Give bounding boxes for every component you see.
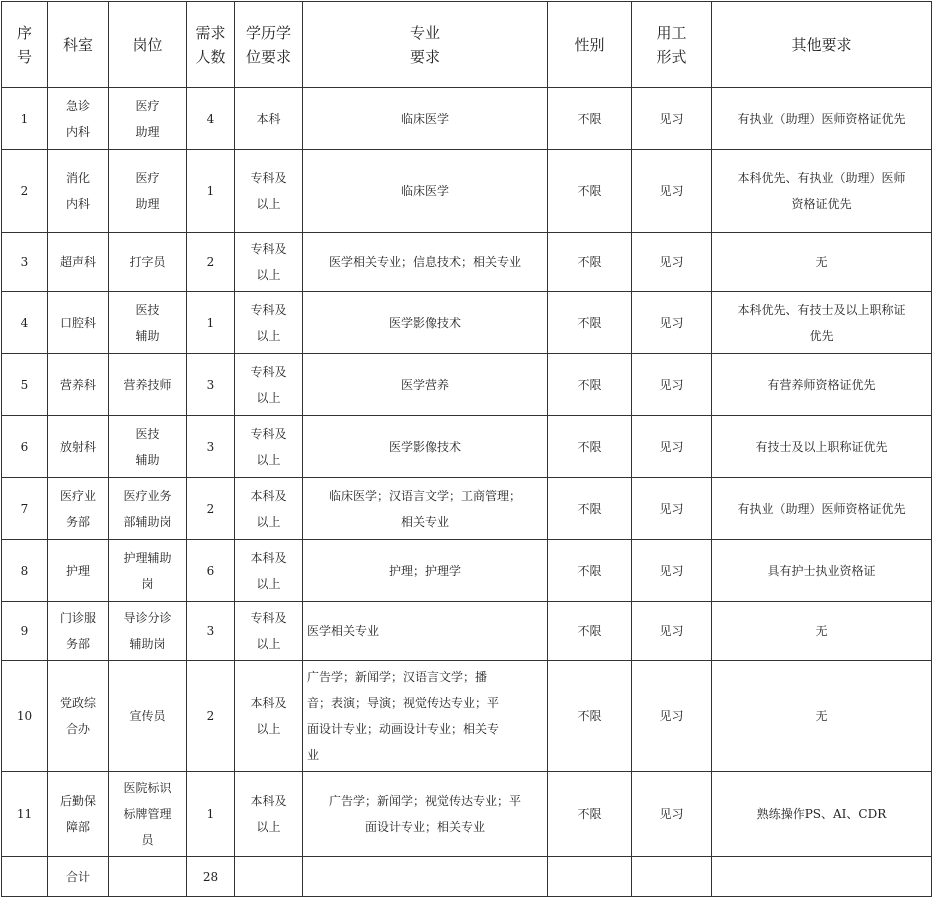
cell-post: 宣传员 — [109, 661, 187, 772]
cell-gender: 不限 — [548, 661, 632, 772]
cell-no: 3 — [2, 233, 48, 292]
cell-form: 见习 — [632, 661, 712, 772]
cell-edu: 专科及 以上 — [235, 416, 303, 478]
cell-dept: 消化 内科 — [48, 150, 109, 233]
cell-major — [303, 857, 548, 897]
header-gender: 性别 — [548, 2, 632, 88]
header-edu: 学历学 位要求 — [235, 2, 303, 88]
cell-edu: 专科及 以上 — [235, 150, 303, 233]
cell-count: 3 — [187, 602, 235, 661]
cell-form: 见习 — [632, 416, 712, 478]
header-count: 需求 人数 — [187, 2, 235, 88]
cell-form: 见习 — [632, 233, 712, 292]
cell-form: 见习 — [632, 478, 712, 540]
cell-form: 见习 — [632, 292, 712, 354]
cell-count: 6 — [187, 540, 235, 602]
cell-count: 1 — [187, 150, 235, 233]
header-no: 序 号 — [2, 2, 48, 88]
table-row — [2, 772, 932, 857]
total-row — [2, 857, 932, 897]
cell-post: 医院标识 标牌管理 员 — [109, 772, 187, 857]
cell-dept: 后勤保 障部 — [48, 772, 109, 857]
cell-edu: 本科及 以上 — [235, 772, 303, 857]
cell-edu: 本科及 以上 — [235, 540, 303, 602]
cell-edu — [235, 857, 303, 897]
cell-major: 广告学；新闻学；汉语言文学；播 音；表演；导演；视觉传达专业；平 面设计专业；动画设计专业；相关专 业 — [303, 661, 548, 772]
cell-no: 6 — [2, 416, 48, 478]
cell-other — [712, 857, 932, 897]
cell-count: 1 — [187, 772, 235, 857]
cell-dept: 护理 — [48, 540, 109, 602]
cell-other: 无 — [712, 602, 932, 661]
cell-gender: 不限 — [548, 354, 632, 416]
table-row — [2, 150, 932, 233]
cell-other: 无 — [712, 661, 932, 772]
cell-other: 无 — [712, 233, 932, 292]
table-row — [2, 540, 932, 602]
cell-gender: 不限 — [548, 540, 632, 602]
cell-form: 见习 — [632, 150, 712, 233]
cell-gender: 不限 — [548, 416, 632, 478]
cell-edu: 本科及 以上 — [235, 478, 303, 540]
cell-form: 见习 — [632, 354, 712, 416]
cell-major: 广告学；新闻学；视觉传达专业；平 面设计专业；相关专业 — [303, 772, 548, 857]
header-row — [2, 2, 932, 88]
cell-major: 医学相关专业；信息技术；相关专业 — [303, 233, 548, 292]
cell-other: 有营养师资格证优先 — [712, 354, 932, 416]
cell-edu: 本科及 以上 — [235, 661, 303, 772]
cell-edu: 专科及 以上 — [235, 602, 303, 661]
cell-dept: 放射科 — [48, 416, 109, 478]
header-other: 其他要求 — [712, 2, 932, 88]
cell-count: 4 — [187, 88, 235, 150]
cell-form: 见习 — [632, 772, 712, 857]
cell-post: 导诊分诊 辅助岗 — [109, 602, 187, 661]
cell-count: 3 — [187, 416, 235, 478]
cell-other: 有执业（助理）医师资格证优先 — [712, 88, 932, 150]
cell-dept: 营养科 — [48, 354, 109, 416]
cell-count: 2 — [187, 233, 235, 292]
cell-other: 熟练操作PS、AI、CDR — [712, 772, 932, 857]
table-row — [2, 233, 932, 292]
cell-dept: 口腔科 — [48, 292, 109, 354]
table-row — [2, 661, 932, 772]
cell-major: 医学影像技术 — [303, 416, 548, 478]
cell-form: 见习 — [632, 88, 712, 150]
cell-dept: 门诊服 务部 — [48, 602, 109, 661]
cell-dept: 医疗业 务部 — [48, 478, 109, 540]
table-row — [2, 602, 932, 661]
cell-dept: 超声科 — [48, 233, 109, 292]
table-row — [2, 416, 932, 478]
cell-edu: 专科及 以上 — [235, 233, 303, 292]
cell-other: 有执业（助理）医师资格证优先 — [712, 478, 932, 540]
table-row — [2, 88, 932, 150]
cell-dept: 党政综 合办 — [48, 661, 109, 772]
cell-count: 1 — [187, 292, 235, 354]
cell-post: 医疗 助理 — [109, 88, 187, 150]
cell-no: 1 — [2, 88, 48, 150]
cell-no — [2, 857, 48, 897]
cell-dept: 急诊 内科 — [48, 88, 109, 150]
cell-other: 具有护士执业资格证 — [712, 540, 932, 602]
cell-other: 本科优先、有技士及以上职称证 优先 — [712, 292, 932, 354]
cell-major: 医学相关专业 — [303, 602, 548, 661]
cell-no: 2 — [2, 150, 48, 233]
cell-post: 医疗业务 部辅助岗 — [109, 478, 187, 540]
header-dept: 科室 — [48, 2, 109, 88]
cell-edu: 本科 — [235, 88, 303, 150]
cell-major: 临床医学 — [303, 88, 548, 150]
cell-post: 护理辅助 岗 — [109, 540, 187, 602]
cell-edu: 专科及 以上 — [235, 354, 303, 416]
cell-major: 护理；护理学 — [303, 540, 548, 602]
table-row — [2, 478, 932, 540]
cell-form: 见习 — [632, 540, 712, 602]
total-count: 28 — [187, 857, 235, 897]
cell-gender: 不限 — [548, 772, 632, 857]
cell-post — [109, 857, 187, 897]
cell-count: 2 — [187, 661, 235, 772]
header-form: 用工 形式 — [632, 2, 712, 88]
cell-major: 临床医学；汉语言文学；工商管理； 相关专业 — [303, 478, 548, 540]
cell-gender: 不限 — [548, 88, 632, 150]
cell-gender: 不限 — [548, 602, 632, 661]
table-row — [2, 354, 932, 416]
total-label: 合计 — [48, 857, 109, 897]
cell-no: 11 — [2, 772, 48, 857]
cell-major: 医学影像技术 — [303, 292, 548, 354]
cell-other: 有技士及以上职称证优先 — [712, 416, 932, 478]
cell-no: 10 — [2, 661, 48, 772]
table-row — [2, 292, 932, 354]
cell-count: 3 — [187, 354, 235, 416]
cell-post: 打字员 — [109, 233, 187, 292]
cell-no: 4 — [2, 292, 48, 354]
cell-gender — [548, 857, 632, 897]
cell-gender: 不限 — [548, 150, 632, 233]
cell-post: 医疗 助理 — [109, 150, 187, 233]
cell-count: 2 — [187, 478, 235, 540]
recruitment-table — [1, 1, 932, 897]
header-major: 专业 要求 — [303, 2, 548, 88]
cell-gender: 不限 — [548, 478, 632, 540]
cell-no: 7 — [2, 478, 48, 540]
cell-post: 营养技师 — [109, 354, 187, 416]
cell-no: 9 — [2, 602, 48, 661]
cell-gender: 不限 — [548, 233, 632, 292]
cell-post: 医技 辅助 — [109, 416, 187, 478]
cell-gender: 不限 — [548, 292, 632, 354]
cell-edu: 专科及 以上 — [235, 292, 303, 354]
cell-form: 见习 — [632, 602, 712, 661]
cell-major: 医学营养 — [303, 354, 548, 416]
cell-major: 临床医学 — [303, 150, 548, 233]
cell-no: 5 — [2, 354, 48, 416]
cell-form — [632, 857, 712, 897]
cell-no: 8 — [2, 540, 48, 602]
header-post: 岗位 — [109, 2, 187, 88]
cell-post: 医技 辅助 — [109, 292, 187, 354]
cell-other: 本科优先、有执业（助理）医师 资格证优先 — [712, 150, 932, 233]
